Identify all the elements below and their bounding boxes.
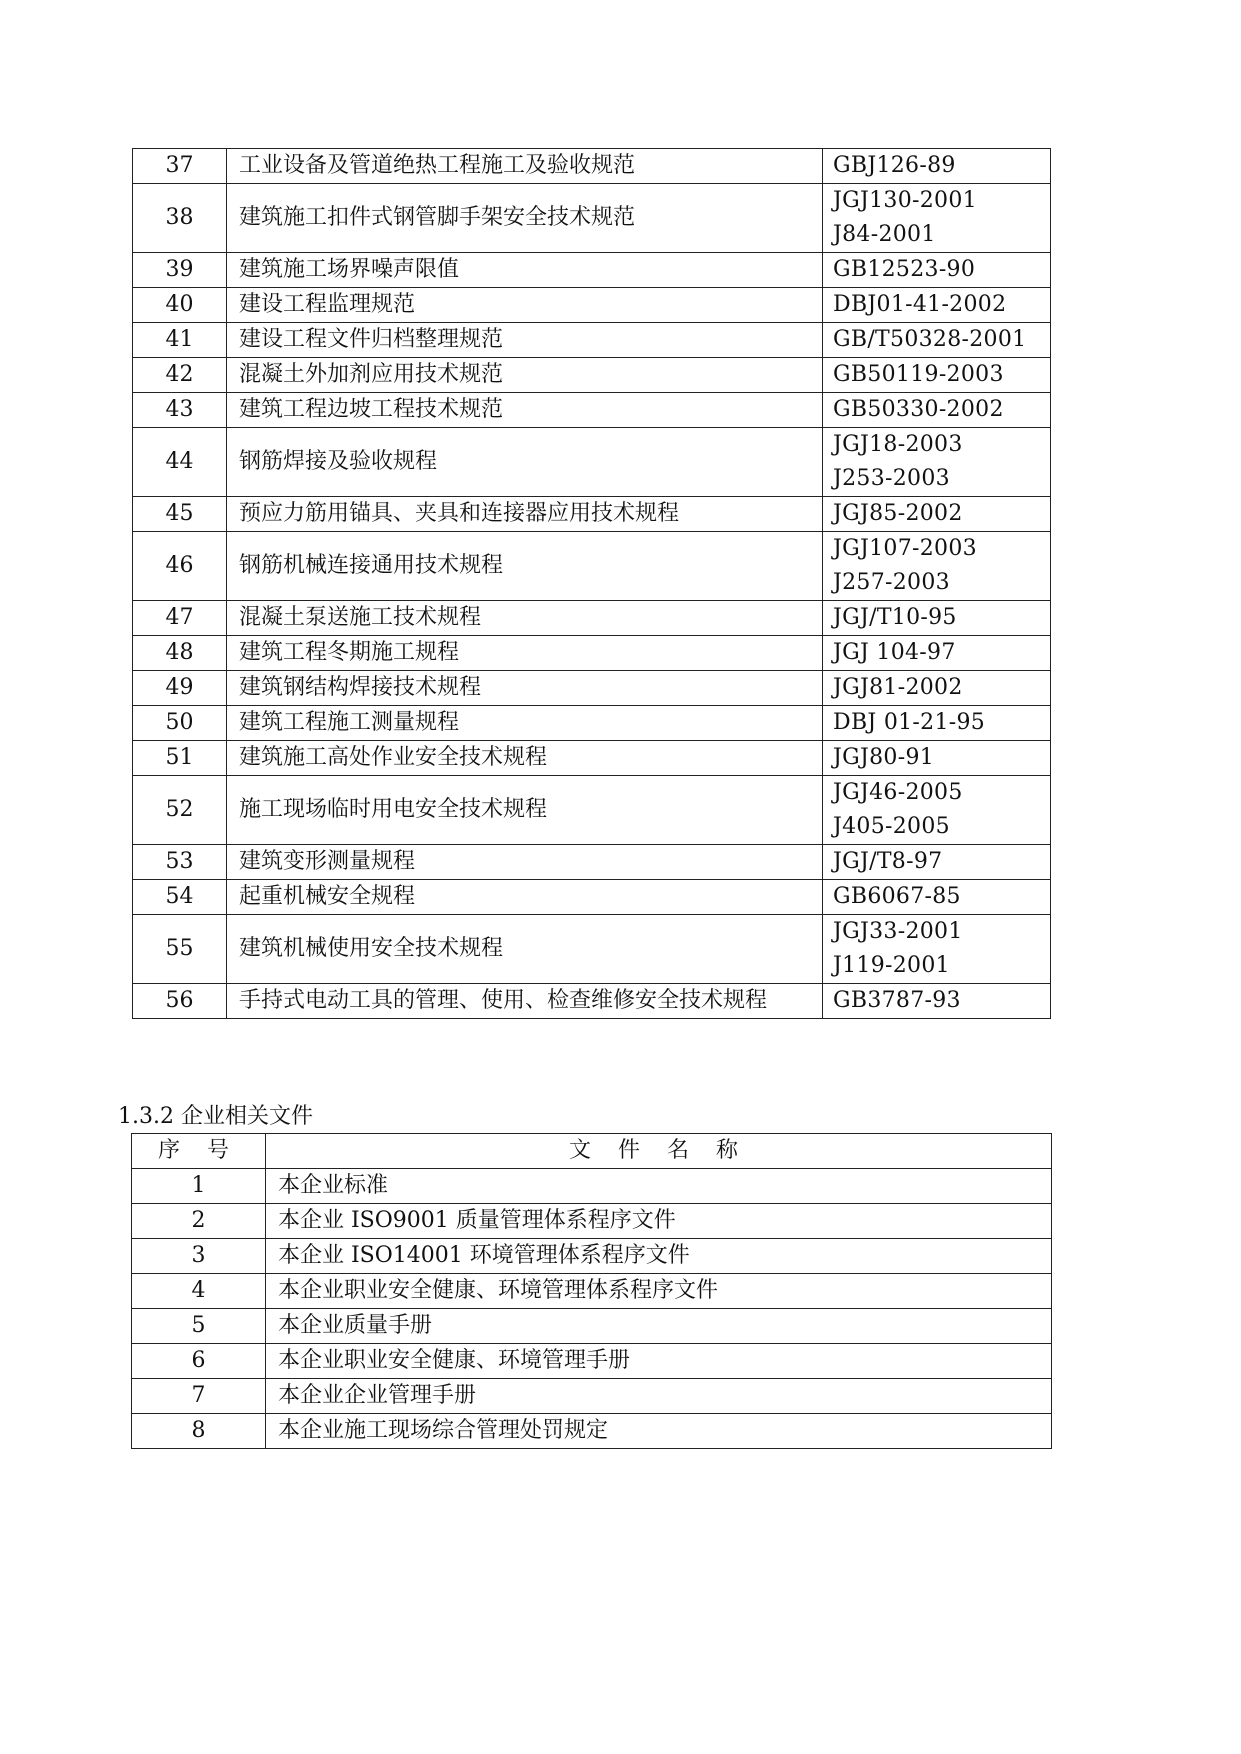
- company-file-row: [132, 1169, 1052, 1204]
- standard-code-cell: [823, 915, 1051, 984]
- company-file-number: 3: [132, 1239, 266, 1274]
- company-file-number: 1: [132, 1169, 266, 1204]
- standard-name: 钢筋机械连接通用技术规程: [227, 532, 823, 601]
- standard-number: 52: [133, 776, 227, 845]
- standard-number: 41: [133, 323, 227, 358]
- company-file-row: [132, 1309, 1052, 1344]
- standard-code-cell: [823, 776, 1051, 845]
- standard-number: 39: [133, 253, 227, 288]
- standard-row: [133, 880, 1051, 915]
- company-file-row: [132, 1204, 1052, 1239]
- company-file-number: 6: [132, 1344, 266, 1379]
- standard-code-cell: [823, 532, 1051, 601]
- standard-code: JGJ18-2003: [833, 432, 963, 457]
- section-heading: 1.3.2 企业相关文件: [118, 1104, 313, 1129]
- standard-row: [133, 358, 1051, 393]
- standard-code-cell: [823, 880, 1051, 915]
- standard-code-cell: [823, 323, 1051, 358]
- standard-name: 建筑工程施工测量规程: [227, 706, 823, 741]
- standard-row: [133, 428, 1051, 497]
- standard-number: 44: [133, 428, 227, 497]
- standard-code: GB3787-93: [833, 988, 961, 1013]
- standard-row: [133, 741, 1051, 776]
- standard-row: [133, 776, 1051, 845]
- standard-row: [133, 636, 1051, 671]
- standard-code: DBJ 01-21-95: [833, 710, 986, 735]
- standards-table: [132, 148, 1051, 1019]
- company-file-number: 2: [132, 1204, 266, 1239]
- standard-name: 建筑变形测量规程: [227, 845, 823, 880]
- standard-row: [133, 497, 1051, 532]
- standard-code: JGJ 104-97: [833, 640, 956, 665]
- standard-name: 施工现场临时用电安全技术规程: [227, 776, 823, 845]
- standard-number: 47: [133, 601, 227, 636]
- standard-number: 50: [133, 706, 227, 741]
- standards-table-body: [133, 149, 1051, 1019]
- standard-code: JGJ/T10-95: [833, 605, 957, 630]
- standard-code-cell: [823, 428, 1051, 497]
- header-file-name: 文 件 名 称: [266, 1134, 1052, 1169]
- standard-code-cell: [823, 184, 1051, 253]
- standard-row: [133, 671, 1051, 706]
- standard-row: [133, 253, 1051, 288]
- standard-name: 建筑机械使用安全技术规程: [227, 915, 823, 984]
- company-file-name: 本企业 ISO9001 质量管理体系程序文件: [266, 1204, 1052, 1239]
- standard-number: 48: [133, 636, 227, 671]
- company-file-number: 8: [132, 1414, 266, 1449]
- standard-row: [133, 184, 1051, 253]
- company-file-row: [132, 1379, 1052, 1414]
- company-file-name: 本企业企业管理手册: [266, 1379, 1052, 1414]
- company-file-row: [132, 1239, 1052, 1274]
- standard-code-cell: [823, 636, 1051, 671]
- standard-code: GBJ126-89: [833, 153, 956, 178]
- company-file-row: [132, 1414, 1052, 1449]
- standard-code-cell: [823, 288, 1051, 323]
- standard-row: [133, 845, 1051, 880]
- standard-code: GB/T50328-2001: [833, 327, 1027, 352]
- company-file-number: 4: [132, 1274, 266, 1309]
- standard-name: 混凝土外加剂应用技术规范: [227, 358, 823, 393]
- standard-number: 42: [133, 358, 227, 393]
- standard-code: JGJ80-91: [833, 745, 935, 770]
- standard-code: J253-2003: [833, 466, 950, 491]
- standard-code: J84-2001: [833, 222, 936, 247]
- company-file-number: 5: [132, 1309, 266, 1344]
- standard-name: 建设工程监理规范: [227, 288, 823, 323]
- standard-number: 55: [133, 915, 227, 984]
- standard-row: [133, 984, 1051, 1019]
- standard-name: 建筑工程冬期施工规程: [227, 636, 823, 671]
- standard-name: 建筑施工扣件式钢管脚手架安全技术规范: [227, 184, 823, 253]
- standard-number: 46: [133, 532, 227, 601]
- standard-code: JGJ85-2002: [833, 501, 963, 526]
- company-files-table: [131, 1133, 1052, 1449]
- standard-code: J257-2003: [833, 570, 950, 595]
- standard-code: JGJ46-2005: [833, 780, 963, 805]
- standard-number: 38: [133, 184, 227, 253]
- standard-code: J119-2001: [833, 953, 950, 978]
- standard-code-cell: [823, 984, 1051, 1019]
- standard-code: GB6067-85: [833, 884, 961, 909]
- standard-row: [133, 323, 1051, 358]
- standard-code: J405-2005: [833, 814, 950, 839]
- standard-code-cell: [823, 845, 1051, 880]
- standard-code: JGJ33-2001: [833, 919, 963, 944]
- standard-code: JGJ/T8-97: [833, 849, 943, 874]
- company-file-name: 本企业职业安全健康、环境管理体系程序文件: [266, 1274, 1052, 1309]
- standard-row: [133, 706, 1051, 741]
- standard-number: 49: [133, 671, 227, 706]
- standard-code: JGJ81-2002: [833, 675, 963, 700]
- standard-name: 建筑钢结构焊接技术规程: [227, 671, 823, 706]
- standard-number: 54: [133, 880, 227, 915]
- standard-code-cell: [823, 671, 1051, 706]
- company-files-header-row: [132, 1134, 1052, 1169]
- standard-code: GB50330-2002: [833, 397, 1004, 422]
- standard-code: DBJ01-41-2002: [833, 292, 1007, 317]
- standard-name: 建筑施工高处作业安全技术规程: [227, 741, 823, 776]
- standard-number: 56: [133, 984, 227, 1019]
- standard-row: [133, 288, 1051, 323]
- standard-code: JGJ130-2001: [833, 188, 977, 213]
- company-file-row: [132, 1274, 1052, 1309]
- standard-code-cell: [823, 393, 1051, 428]
- standard-row: [133, 915, 1051, 984]
- standard-name: 手持式电动工具的管理、使用、检查维修安全技术规程: [227, 984, 823, 1019]
- standard-code: GB12523-90: [833, 257, 976, 282]
- standard-code-cell: [823, 706, 1051, 741]
- standard-row: [133, 532, 1051, 601]
- standard-name: 建设工程文件归档整理规范: [227, 323, 823, 358]
- standard-name: 工业设备及管道绝热工程施工及验收规范: [227, 149, 823, 184]
- standard-number: 40: [133, 288, 227, 323]
- company-file-name: 本企业施工现场综合管理处罚规定: [266, 1414, 1052, 1449]
- header-serial-number: 序 号: [132, 1134, 266, 1169]
- standard-name: 预应力筋用锚具、夹具和连接器应用技术规程: [227, 497, 823, 532]
- company-files-table-body: [132, 1134, 1052, 1449]
- standard-row: [133, 601, 1051, 636]
- standard-number: 43: [133, 393, 227, 428]
- standard-name: 建筑工程边坡工程技术规范: [227, 393, 823, 428]
- standard-name: 建筑施工场界噪声限值: [227, 253, 823, 288]
- standard-number: 51: [133, 741, 227, 776]
- standard-number: 53: [133, 845, 227, 880]
- standard-code-cell: [823, 601, 1051, 636]
- standard-number: 45: [133, 497, 227, 532]
- standard-code-cell: [823, 149, 1051, 184]
- company-file-name: 本企业质量手册: [266, 1309, 1052, 1344]
- standard-name: 钢筋焊接及验收规程: [227, 428, 823, 497]
- standard-name: 混凝土泵送施工技术规程: [227, 601, 823, 636]
- standard-name: 起重机械安全规程: [227, 880, 823, 915]
- standard-code: JGJ107-2003: [833, 536, 977, 561]
- standard-code: GB50119-2003: [833, 362, 1004, 387]
- company-file-name: 本企业标准: [266, 1169, 1052, 1204]
- company-file-row: [132, 1344, 1052, 1379]
- company-file-name: 本企业职业安全健康、环境管理手册: [266, 1344, 1052, 1379]
- standard-row: [133, 149, 1051, 184]
- standard-code-cell: [823, 497, 1051, 532]
- standard-code-cell: [823, 741, 1051, 776]
- standard-code-cell: [823, 358, 1051, 393]
- standard-number: 37: [133, 149, 227, 184]
- standard-row: [133, 393, 1051, 428]
- company-file-name: 本企业 ISO14001 环境管理体系程序文件: [266, 1239, 1052, 1274]
- company-file-number: 7: [132, 1379, 266, 1414]
- standard-code-cell: [823, 253, 1051, 288]
